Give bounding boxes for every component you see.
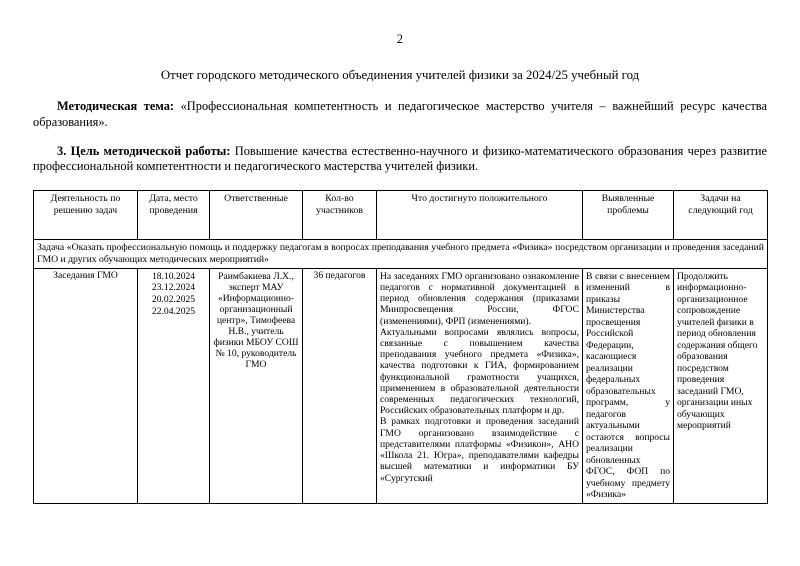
col-header-problems: Выявленные проблемы <box>583 191 674 240</box>
table-row <box>34 268 768 503</box>
table-header-row <box>34 191 768 240</box>
achieved-paragraph-1: На заседаниях ГМО организовано ознакомление педагогов с нормативной документацией в период обновления содержания (приказами Минпросвещения России, ФГОС (изменениями), ФРП (изменениями). <box>380 270 579 327</box>
cell-next-tasks: Продолжить информационно-организационное сопровождение учителей физики в период обновления содержания общего образования посредством проведения заседаний ГМО, организации иных обучающих мероприятий <box>674 268 768 503</box>
table-body <box>34 240 768 503</box>
cell-participants: 36 педагогов <box>303 268 377 503</box>
col-header-achieved: Что достигнуто положительного <box>377 191 583 240</box>
cell-problems: В связи с внесением изменений в приказы Министерства просвещения Российской Федерации, касающиеся реализации федеральных образовательных программ, у педагогов актуальными остаются вопросы реализации обновленных ФГОС, ФОП по учебному предмету «Физика» <box>583 268 674 503</box>
methodical-theme-label: Методическая тема: <box>57 98 175 113</box>
task-statement: Задача «Оказать профессиональную помощь и поддержку педагогам в вопросах преподавания учебного предмета «Физика» посредством организации и проведения заседаний ГМО и других обучающих методических мероприятий» <box>34 240 768 268</box>
col-header-activity: Деятельность по решению задач <box>34 191 138 240</box>
col-header-date-place: Дата, место проведения <box>138 191 210 240</box>
methodical-theme-text: «Профессиональная компетентность и педагогическое мастерство учителя – важнейший ресурс качества образования». <box>33 98 767 129</box>
achieved-paragraph-2: Актуальными вопросами являлись вопросы, связанные с повышением качества преподавания учебного предмета «Физика», качества подготовки к ГИА, формированием функциональной грамотности учащихся, применением в образовательной деятельности современных педагогических технологий, Российских образовательных платформ и др. <box>380 326 579 417</box>
table-task-row <box>34 240 768 268</box>
col-header-next-tasks: Задачи на следующий год <box>674 191 768 240</box>
methodical-theme-paragraph <box>33 99 767 131</box>
methodical-goal-text: Повышение качества естественно-научного и физико-математического образования через развитие профессиональной компетентности и педагогического мастерства учителей физики. <box>33 143 767 174</box>
report-table <box>33 190 768 503</box>
cell-activity: Заседания ГМО <box>34 268 138 503</box>
methodical-goal-label: 3. Цель методической работы: <box>57 143 231 158</box>
cell-achieved <box>377 268 583 503</box>
achieved-paragraph-3: В рамках подготовки и проведения заседаний ГМО организовано взаимодействие с представителями платформы «Физикон», АНО «Школа 21. Югра», преподавателями кафедры высшей математики и информатики БУ «Сургутский <box>380 416 579 484</box>
page-number: 2 <box>396 32 404 46</box>
table-header <box>34 191 768 240</box>
page-title: Отчет городского методического объединения учителей физики за 2024/25 учебный год <box>160 67 640 82</box>
cell-date-place: 18.10.2024 23.12.2024 20.02.2025 22.04.2025 <box>138 268 210 503</box>
methodical-goal-paragraph <box>33 144 767 176</box>
col-header-responsible: Ответственные <box>210 191 303 240</box>
cell-responsible: Раимбакиева Л.Х., эксперт МАУ «Информационно-организационный центр», Тимофеева Н.В., учитель физики МБОУ СОШ № 10, руководитель ГМО <box>210 268 303 503</box>
col-header-participants: Кол-во участников <box>303 191 377 240</box>
